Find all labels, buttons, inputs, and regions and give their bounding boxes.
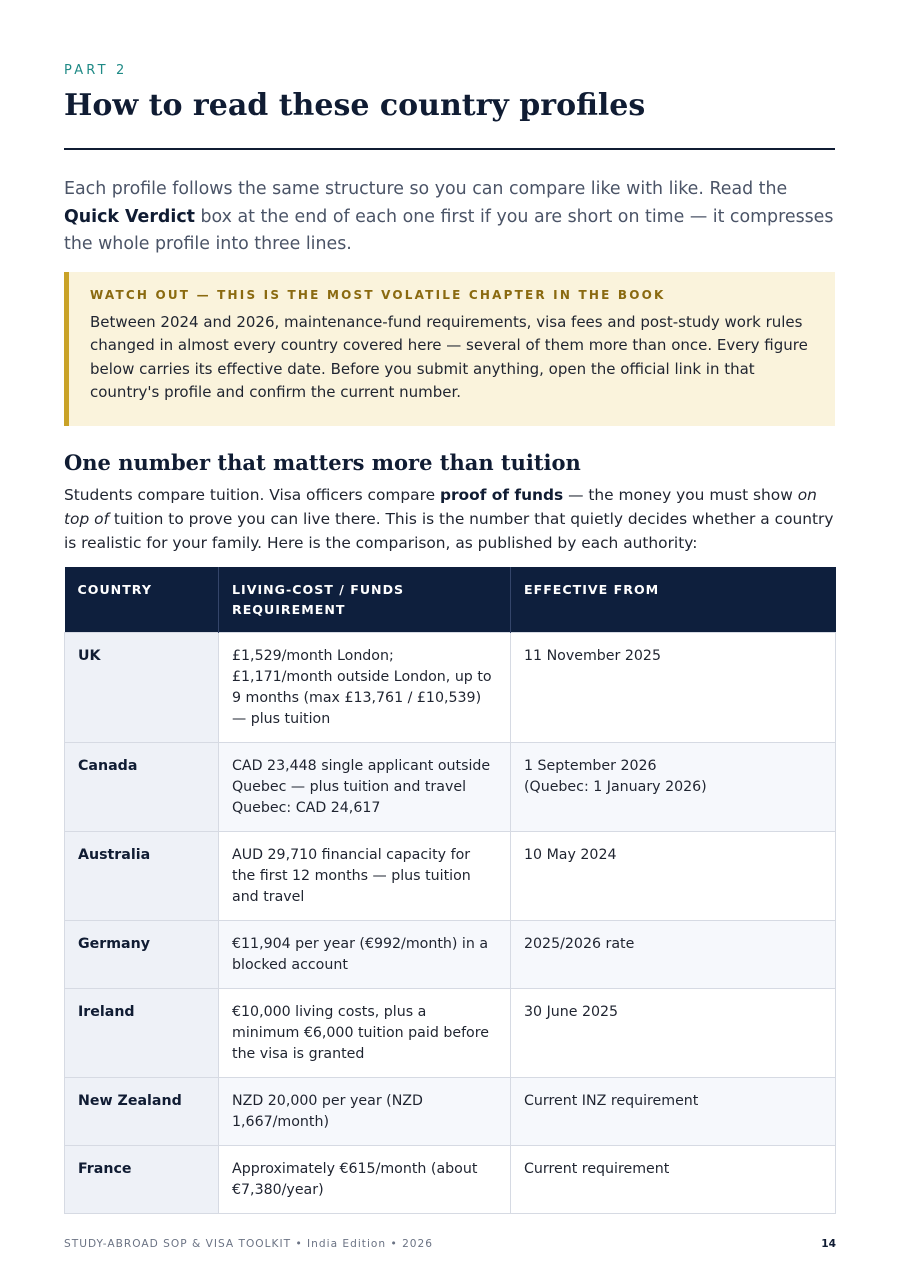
part-kicker: PART 2 [64,63,128,78]
callout-title: WATCH OUT — THIS IS THE MOST VOLATILE CHAPTER IN THE BOOK [90,288,666,302]
effective-cell [511,633,836,743]
lead-paragraph [64,176,835,259]
effective-date: Current INZ requirement [524,1093,699,1109]
header-country: COUNTRY [65,567,219,633]
requirement-cell: £1,529/month London; £1,171/month outside London, up to 9 months (max £13,761 / £10,539) — plus tuition [219,633,511,743]
country-cell: France [65,1146,219,1214]
country-cell: Germany [65,921,219,989]
header-requirement: LIVING-COST / FUNDS REQUIREMENT [219,567,511,633]
page-title: How to read these country profiles [64,88,646,123]
table-row [65,743,836,832]
effective-date: 30 June 2025 [524,1004,619,1020]
effective-cell [511,1078,836,1146]
para-text-1: Students compare tuition. Visa officers compare [64,486,440,504]
table-row [65,633,836,743]
country-cell: New Zealand [65,1078,219,1146]
table-row [65,921,836,989]
effective-date: 11 November 2025 [524,648,661,664]
requirement-cell: NZD 20,000 per year (NZD 1,667/month) [219,1078,511,1146]
lead-text-2: box at the end of each one first if you are short on time — it compresses the whole profile into three lines. [64,206,834,254]
table-row [65,1146,836,1214]
header-effective-from: EFFECTIVE FROM [511,567,836,633]
table-row [65,1078,836,1146]
para-italic-on-top-of: on top of [64,486,817,528]
country-cell: Australia [65,832,219,921]
table-row [65,989,836,1078]
effective-note: (Quebec: 1 January 2026) [524,779,707,795]
title-divider [64,148,835,150]
effective-date: Current requirement [524,1161,670,1177]
table-row [65,832,836,921]
effective-cell [511,1146,836,1214]
requirement-cell: €10,000 living costs, plus a minimum €6,000 tuition paid before the visa is granted [219,989,511,1078]
table-header-row [65,567,836,633]
country-cell: UK [65,633,219,743]
effective-date: 10 May 2024 [524,847,617,863]
requirement-cell: AUD 29,710 financial capacity for the first 12 months — plus tuition and travel [219,832,511,921]
requirement-cell: Approximately €615/month (about €7,380/year) [219,1146,511,1214]
effective-cell [511,921,836,989]
watch-out-callout [64,272,835,426]
section-paragraph [64,483,835,555]
lead-bold-quick-verdict: Quick Verdict [64,206,195,227]
para-text-3: tuition to prove you can live there. This is the number that quietly decides whether a country is realistic for your family. Here is the comparison, as published by each authority: [64,510,834,552]
footer-book-title: STUDY-ABROAD SOP & VISA TOOLKIT • India Edition • 2026 [64,1238,434,1250]
lead-text-1: Each profile follows the same structure so you can compare like with like. Read the [64,179,788,199]
section-heading: One number that matters more than tuition [64,450,581,475]
callout-body: Between 2024 and 2026, maintenance-fund requirements, visa fees and post-study work rules changed in almost every country covered here — several of them more than once. Every figure below carries its effective date. Before you submit anything, open the official link in that country's profile and confirm the current number. [90,313,808,401]
funds-comparison-table [64,567,836,1214]
requirement-cell: €11,904 per year (€992/month) in a blocked account [219,921,511,989]
para-text-2: — the money you must show [563,486,798,504]
page-number: 14 [821,1238,836,1250]
effective-cell [511,832,836,921]
effective-cell [511,989,836,1078]
effective-date: 1 September 2026 [524,758,657,774]
para-bold-proof-of-funds: proof of funds [439,486,564,504]
effective-cell [511,743,836,832]
country-cell: Ireland [65,989,219,1078]
country-cell: Canada [65,743,219,832]
effective-date: 2025/2026 rate [524,936,635,952]
requirement-cell: CAD 23,448 single applicant outside Quebec — plus tuition and travel Quebec: CAD 24,617 [219,743,511,832]
